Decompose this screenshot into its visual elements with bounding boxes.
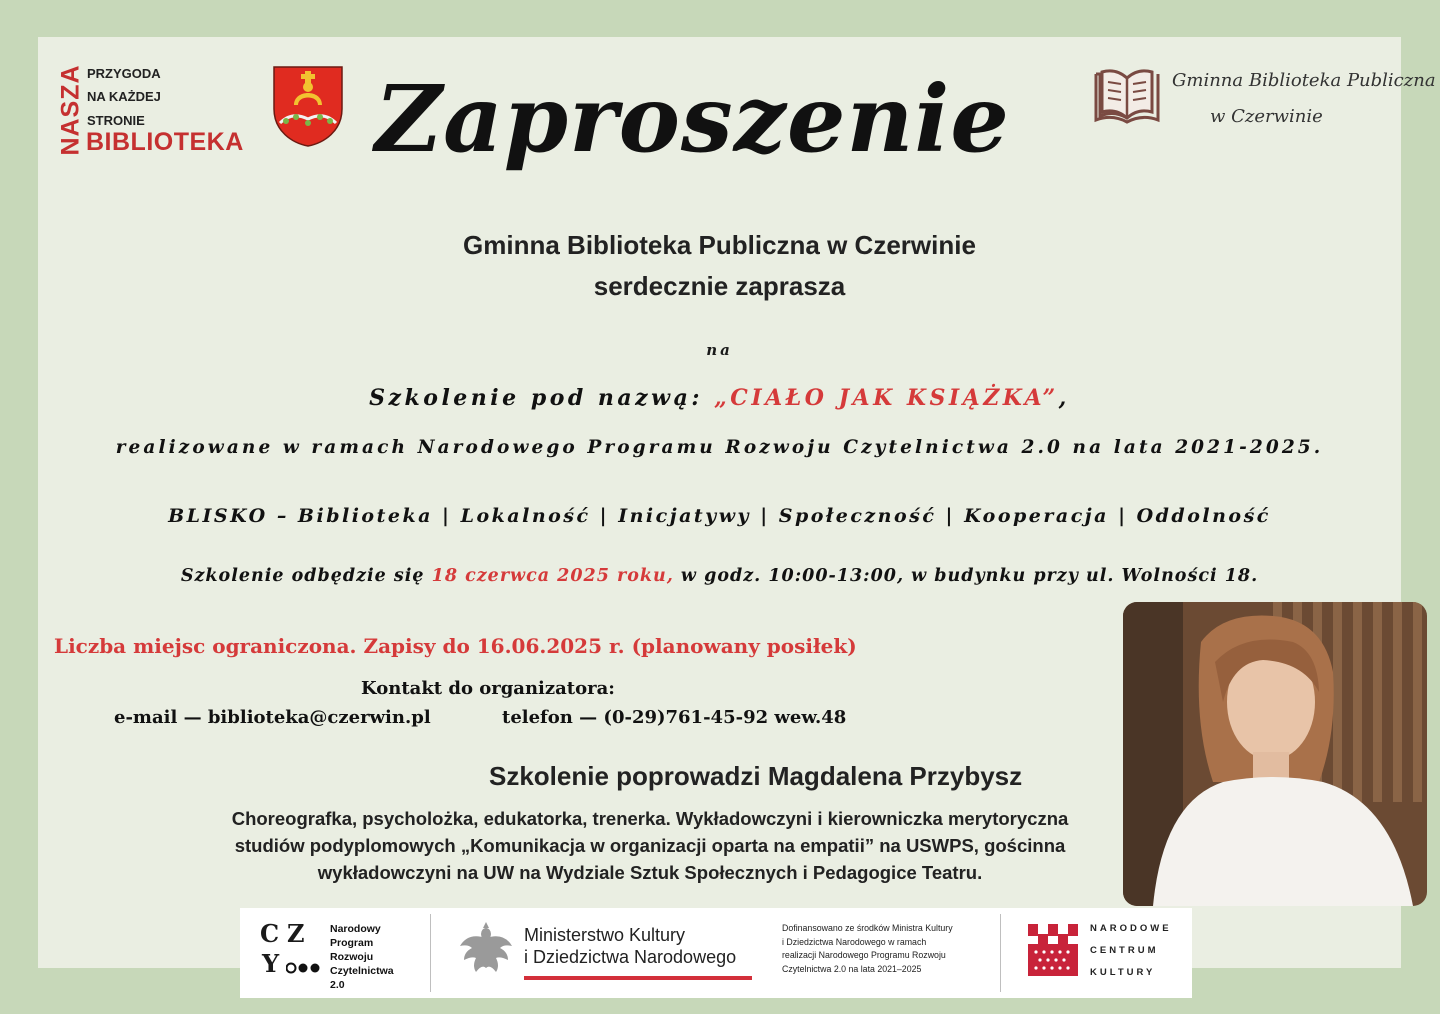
funding-line: Dofinansowano ze środków Ministra Kultury — [782, 923, 953, 933]
organizer-line-2: serdecznie zaprasza — [593, 271, 846, 301]
nck-line: CENTRUM — [1090, 945, 1159, 956]
na-word: na — [706, 341, 733, 359]
ministry-line-1: Ministerstwo Kultury — [524, 925, 686, 945]
nck-logo-icon — [1028, 924, 1078, 976]
training-name: „CIAŁO JAK KSIĄŻKA” — [714, 385, 1059, 411]
funding-note — [782, 922, 953, 976]
ministry-underline — [524, 976, 752, 980]
nprc-line: Program — [330, 937, 374, 949]
open-book-icon — [1090, 66, 1166, 126]
library-logo-line-1: Gminna Biblioteka Publiczna — [1172, 70, 1436, 91]
funding-line: realizacji Narodowego Programu Rozwoju — [782, 950, 946, 960]
training-suffix: , — [1058, 385, 1070, 411]
nprc-logo-icon — [260, 919, 320, 982]
contact-phone: telefon — (0-29)761-45-92 wew.48 — [502, 707, 847, 728]
date-prefix: Szkolenie odbędzie się — [180, 566, 425, 586]
registration-notice: Liczba miejsc ograniczona. Zapisy do 16.06.2025 r. (planowany posiłek) — [54, 634, 857, 658]
nck-line: KULTURY — [1090, 967, 1156, 978]
blisko-line: BLISKO – Biblioteka | Lokalność | Inicjatywy | Społeczność | Kooperacja | Oddolność — [168, 505, 1271, 527]
contact-email: e-mail — biblioteka@czerwin.pl — [114, 707, 431, 728]
nprc-line: Czytelnictwa — [330, 965, 394, 977]
ministry-line-2: i Dziedzictwa Narodowego — [524, 947, 737, 967]
trainer-heading: Szkolenie poprowadzi Magdalena Przybysz — [489, 761, 1023, 791]
brand-line-1: PRZYGODA — [87, 66, 161, 81]
footer-divider — [1000, 914, 1001, 992]
date-value: 18 czerwca 2025 roku, — [431, 566, 674, 586]
nprc-glyph-c: C — [260, 919, 280, 948]
trainer-bio-line-3: wykładowczyni na UW na Wydziale Sztuk Społecznych i Pedagogice Teatru. — [317, 862, 983, 883]
brand-line-3: STRONIE — [87, 113, 145, 128]
czerwin-coat-of-arms-icon — [272, 65, 344, 147]
training-prefix: Szkolenie pod nazwą: — [369, 385, 703, 411]
funding-line: Czytelnictwa 2.0 na lata 2021–2025 — [782, 963, 922, 974]
nprc-line: Narodowy — [330, 923, 381, 935]
training-title — [38, 385, 1401, 411]
footer-divider — [430, 914, 431, 992]
brand-line-2: NA KAŻDEJ — [87, 89, 161, 104]
nprc-line: 2.0 — [330, 979, 345, 991]
date-line — [38, 566, 1401, 586]
nprc-glyph-z: Z — [287, 919, 305, 948]
polish-eagle-icon — [458, 918, 514, 980]
nprc-text — [330, 922, 394, 992]
brand-name: BIBLIOTEKA — [86, 128, 244, 156]
trainer-photo — [1123, 602, 1427, 906]
funding-line: i Dziedzictwa Narodowego w ramach — [782, 936, 927, 947]
nprc-glyph-y: Y — [262, 949, 280, 978]
contact-label: Kontakt do organizatora: — [361, 678, 615, 699]
nck-text — [1090, 918, 1172, 984]
date-suffix: w godz. 10:00-13:00, w budynku przy ul. Wolności 18. — [680, 566, 1259, 586]
brand-vertical-text: NASZA — [56, 64, 85, 156]
nck-line: NARODOWE — [1090, 923, 1172, 934]
page-title: Zaproszenie — [375, 65, 1010, 173]
trainer-bio-line-2: studiów podyplomowych „Komunikacja w organizacji oparta na empatii” na USWPS, gościnna — [234, 835, 1066, 856]
sponsor-footer — [240, 908, 1192, 998]
trainer-bio-line-1: Choreografka, psycholożka, edukatorka, trenerka. Wykładowczyni i kierowniczka merytoryczna — [231, 808, 1069, 829]
organizer-line-1: Gminna Biblioteka Publiczna w Czerwinie — [463, 230, 976, 260]
brand-nasza — [55, 60, 87, 160]
library-logo-line-2: w Czerwinie — [1210, 106, 1323, 127]
nprc-line: Rozwoju — [330, 951, 374, 963]
program-line: realizowane w ramach Narodowego Programu Rozwoju Czytelnictwa 2.0 na lata 2021-2025. — [115, 437, 1324, 458]
